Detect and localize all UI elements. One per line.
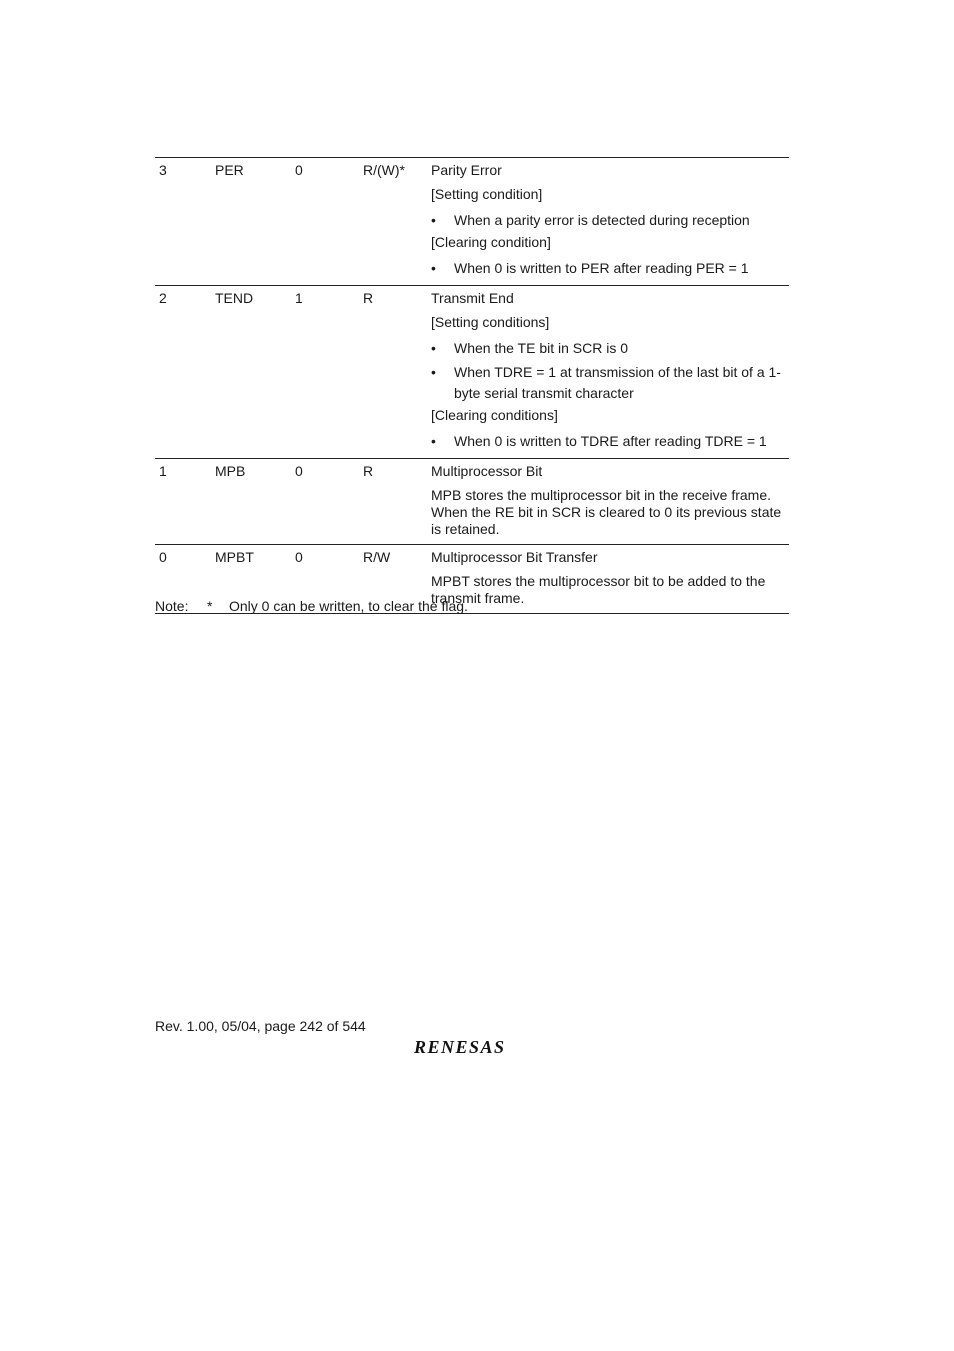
bullet-item xyxy=(431,431,787,452)
rw-cell: R xyxy=(363,290,374,306)
table-row xyxy=(155,286,789,459)
description-text: [Clearing condition] xyxy=(431,234,551,250)
description-text: Parity Error xyxy=(431,162,502,178)
name-cell: MPBT xyxy=(215,549,254,565)
table-row xyxy=(155,459,789,545)
bullet-item xyxy=(431,362,787,404)
name-cell: TEND xyxy=(215,290,254,306)
logo-text: RENESAS xyxy=(414,1037,506,1057)
initial-value-cell: 0 xyxy=(295,463,303,479)
bit-cell: 2 xyxy=(159,290,167,306)
bullet-icon: • xyxy=(431,340,436,356)
bullet-text: When 0 is written to PER after reading PER = 1 xyxy=(454,260,749,276)
table-note xyxy=(155,598,795,614)
bullet-icon: • xyxy=(431,260,436,276)
description-cell xyxy=(431,158,787,285)
bullet-text: When a parity error is detected during reception xyxy=(454,212,750,228)
description-cell xyxy=(431,459,787,544)
rw-cell: R/(W)* xyxy=(363,162,405,178)
bullet-icon: • xyxy=(431,433,436,449)
bullet-text: When the TE bit in SCR is 0 xyxy=(454,340,629,356)
description-text: [Setting conditions] xyxy=(431,314,550,330)
register-bit-table xyxy=(155,157,789,614)
description-text: [Setting condition] xyxy=(431,186,543,202)
description-text: [Clearing conditions] xyxy=(431,407,558,423)
name-cell: PER xyxy=(215,162,244,178)
initial-value-cell: 0 xyxy=(295,162,303,178)
description-text: Multiprocessor Bit xyxy=(431,463,543,479)
rw-cell: R/W xyxy=(363,549,391,565)
bit-cell: 3 xyxy=(159,162,167,178)
note-label: Note: xyxy=(155,598,189,614)
description-text: MPBT stores the multiprocessor bit to be added to the transmit frame. xyxy=(431,573,766,606)
renesas-logo xyxy=(414,1036,534,1061)
bullet-text: When TDRE = 1 at transmission of the last bit of a 1-byte serial transmit character xyxy=(454,364,781,401)
description-cell xyxy=(431,286,787,458)
description-text: MPB stores the multiprocessor bit in the receive frame. When the RE bit in SCR is cleared to 0 its previous state is retained. xyxy=(431,487,782,537)
description-text: Transmit End xyxy=(431,290,514,306)
bullet-item xyxy=(431,210,787,231)
bullet-item xyxy=(431,338,787,359)
initial-value-cell: 1 xyxy=(295,290,303,306)
rw-cell: R xyxy=(363,463,374,479)
bullet-icon: • xyxy=(431,212,436,228)
bullet-item xyxy=(431,258,787,279)
bit-cell: 0 xyxy=(159,549,167,565)
page-footer: Rev. 1.00, 05/04, page 242 of 544 xyxy=(155,1018,366,1034)
renesas-logo-icon xyxy=(414,1036,534,1058)
bullet-text: When 0 is written to TDRE after reading TDRE = 1 xyxy=(454,433,767,449)
table-row xyxy=(155,158,789,286)
name-cell: MPB xyxy=(215,463,246,479)
note-mark: * xyxy=(207,598,213,614)
note-text: Only 0 can be written, to clear the flag. xyxy=(229,598,468,614)
bullet-icon: • xyxy=(431,364,436,380)
description-text: Multiprocessor Bit Transfer xyxy=(431,549,598,565)
initial-value-cell: 0 xyxy=(295,549,303,565)
bit-cell: 1 xyxy=(159,463,167,479)
